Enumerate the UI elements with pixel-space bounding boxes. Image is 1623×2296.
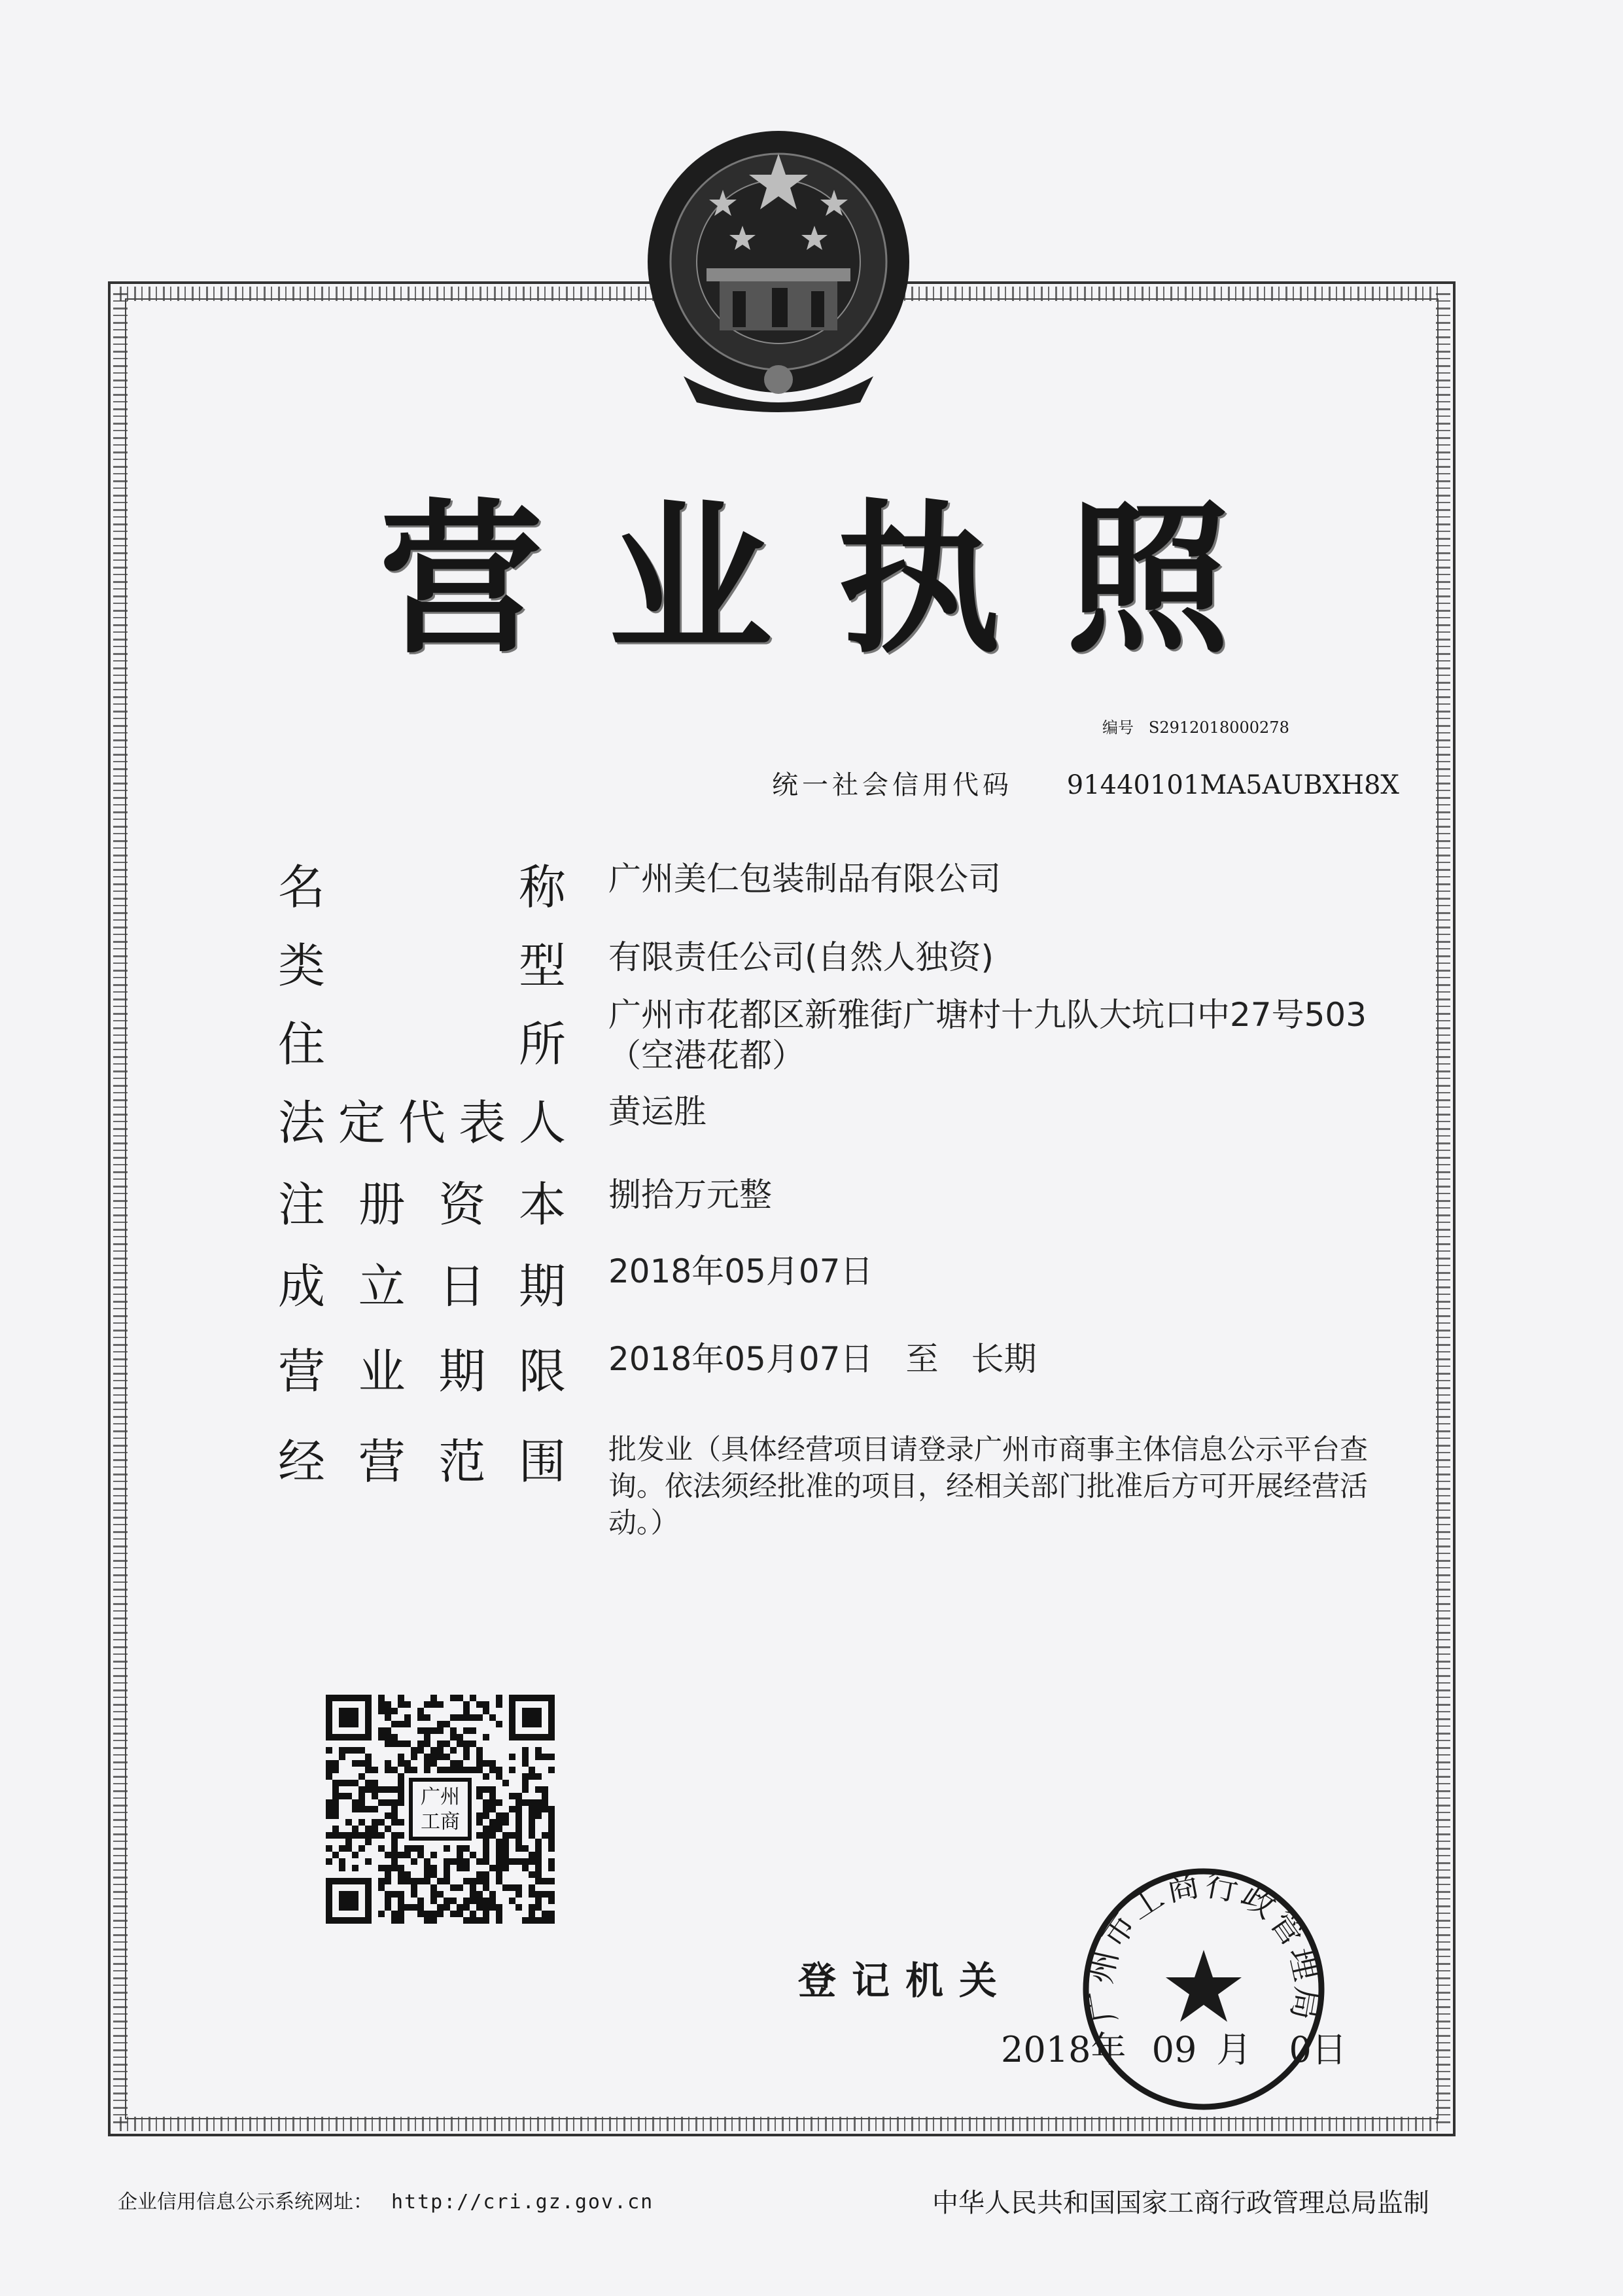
registration-date bbox=[1001, 2022, 1347, 2072]
field-value-address: 广州市花都区新雅街广塘村十九队大坑口中27号503（空港花都） bbox=[608, 996, 1367, 1074]
qr-label-top: 广州 bbox=[421, 1786, 460, 1809]
field-label-address: 住 所 bbox=[278, 1017, 566, 1072]
registration-authority-label: 登记机关 bbox=[798, 1958, 1013, 2003]
reg-month-char: 月 bbox=[1216, 2029, 1252, 2070]
title-char: 照 bbox=[1066, 483, 1230, 675]
field-label-establishment-date: 成立日期 bbox=[278, 1259, 566, 1314]
reg-year: 2018 bbox=[1001, 2029, 1091, 2070]
reg-day: 0 bbox=[1289, 2029, 1312, 2070]
credit-code-value: 91440101MA5AUBXH8X bbox=[1066, 770, 1399, 800]
certificate-title bbox=[366, 471, 1243, 687]
footer-website bbox=[118, 2185, 654, 2214]
footer-issuer: 中华人民共和国国家工商行政管理总局监制 bbox=[932, 2188, 1429, 2218]
seal-text: 广州市工商行政管理局 bbox=[1081, 1865, 1327, 2026]
field-value-type: 有限责任公司(自然人独资) bbox=[608, 938, 994, 976]
national-emblem-icon bbox=[638, 115, 919, 422]
field-value-business-term: 2018年05月07日 至 长期 bbox=[608, 1340, 1037, 1378]
reg-year-char: 年 bbox=[1091, 2029, 1126, 2070]
credit-code bbox=[772, 764, 1399, 802]
reg-month: 09 bbox=[1151, 2029, 1197, 2070]
field-value-registered-capital: 捌拾万元整 bbox=[608, 1176, 772, 1214]
serial-number bbox=[1102, 715, 1289, 737]
field-label-registered-capital: 注册资本 bbox=[278, 1177, 566, 1232]
field-label-business-term: 营业期限 bbox=[278, 1344, 566, 1399]
qr-code-icon bbox=[326, 1695, 555, 1924]
field-label-business-scope: 经营范围 bbox=[278, 1434, 566, 1489]
field-value-business-scope: 批发业（具体经营项目请登录广州市商事主体信息公示平台查询。依法须经批准的项目，经相关部门批准后方可开展经营活动。） bbox=[608, 1434, 1368, 1540]
field-value-establishment-date: 2018年05月07日 bbox=[608, 1252, 873, 1290]
title-char: 执 bbox=[837, 483, 1001, 675]
field-value-name: 广州美仁包装制品有限公司 bbox=[608, 860, 1001, 898]
credit-code-label: 统一社会信用代码 bbox=[772, 770, 1013, 800]
reg-day-char: 日 bbox=[1311, 2029, 1347, 2070]
title-char: 业 bbox=[608, 483, 772, 675]
serial-value: S2912018000278 bbox=[1148, 718, 1289, 737]
serial-label: 编号 bbox=[1102, 718, 1134, 737]
qr-label-bottom: 工商 bbox=[421, 1810, 460, 1833]
field-label-name: 名 称 bbox=[278, 860, 566, 915]
official-seal-icon bbox=[1073, 1858, 1335, 2120]
field-label-legal-representative: 法定代表人 bbox=[278, 1095, 566, 1150]
title-char: 营 bbox=[379, 483, 543, 675]
footer-website-label: 企业信用信息公示系统网址： bbox=[118, 2191, 373, 2214]
field-label-type: 类 型 bbox=[278, 938, 566, 993]
field-value-legal-representative: 黄运胜 bbox=[608, 1093, 707, 1131]
footer-website-url: http://cri.gz.gov.cn bbox=[391, 2191, 654, 2214]
